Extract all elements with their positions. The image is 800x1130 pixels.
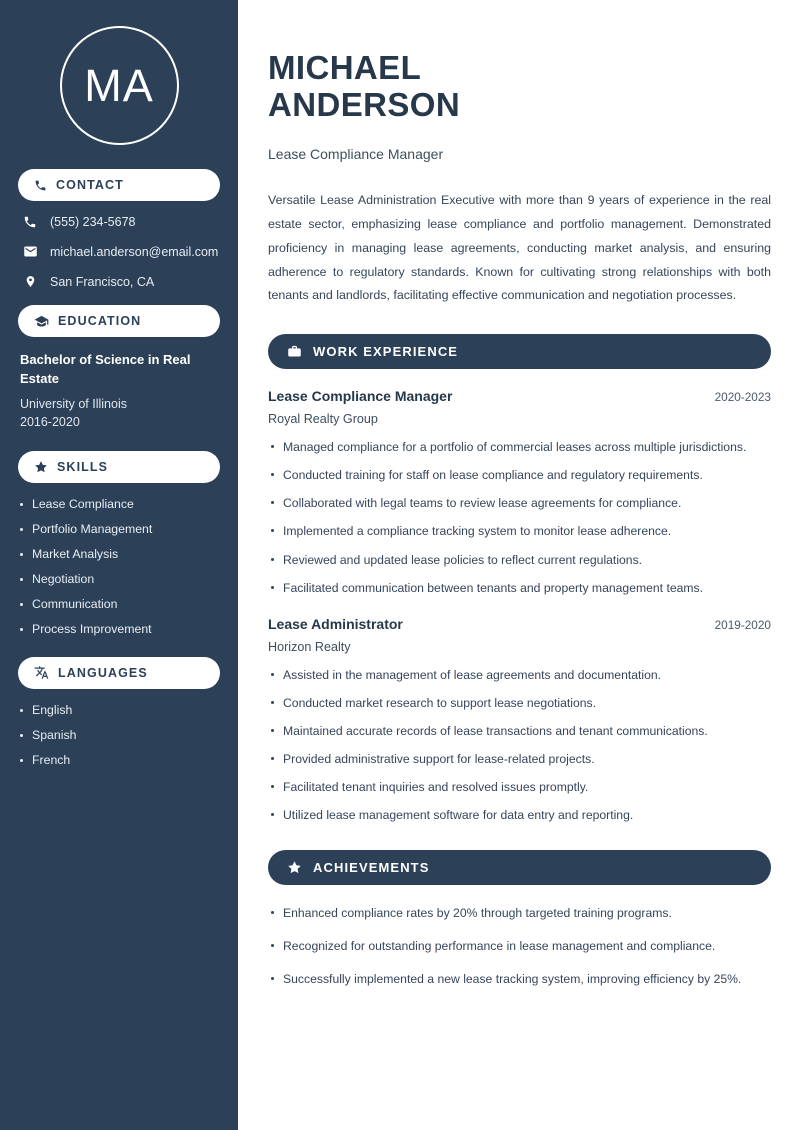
job-bullets [268,667,771,824]
languages-section [18,657,220,767]
languages-heading [18,657,220,689]
list-item: Provided administrative support for lease-related projects. [268,751,771,768]
list-item: Spanish [18,728,220,742]
headline-job-title: Lease Compliance Manager [268,146,444,163]
education-heading-label: EDUCATION [58,314,142,328]
first-name: MICHAEL [268,49,422,87]
phone-icon [22,215,38,229]
languages-heading-label: LANGUAGES [58,665,148,680]
list-item: Managed compliance for a portfolio of commercial leases across multiple jurisdictions. [268,439,771,456]
contact-email-text: michael.anderson@email.com [50,244,219,259]
star-icon [287,860,302,875]
job-header [268,388,771,404]
education-years: 2016-2020 [20,414,80,429]
list-item: Utilized lease management software for data entry and reporting. [268,807,771,824]
avatar-circle [60,26,179,145]
achievements-list [268,905,771,988]
job-bullets [268,439,771,596]
list-item: Portfolio Management [18,522,220,536]
list-item: Collaborated with legal teams to review lease agreements for compliance. [268,495,771,512]
list-item: Enhanced compliance rates by 20% through targeted training programs. [268,905,771,922]
list-item: Communication [18,597,220,611]
list-item: Conducted training for staff on lease compliance and regulatory requirements. [268,467,771,484]
education-heading [18,305,220,337]
graduation-cap-icon [34,314,49,329]
professional-summary: Versatile Lease Administration Executive with more than 9 years of experience in the real estate sector, emphasizing lease compliance and portfolio management. Demonstrated proficiency in managing lease agreements, conducting market analysis, and ensuring adherence to regulatory standards. Known for cultivating strong relationships with both tenants and landlords, facilitating effective communication and negotiation processes. [268,193,771,303]
list-item: Negotiation [18,572,220,586]
list-item: Implemented a compliance tracking system to monitor lease adherence. [268,523,771,540]
list-item: Successfully implemented a new lease tracking system, improving efficiency by 25%. [268,971,771,988]
contact-phone[interactable] [18,215,220,229]
job-role: Lease Compliance Manager [268,388,453,405]
last-name: ANDERSON [268,86,461,124]
contact-email[interactable] [18,244,220,259]
achievements-heading [268,850,771,885]
list-item: Facilitated tenant inquiries and resolved issues promptly. [268,779,771,796]
list-item: Process Improvement [18,622,220,636]
languages-list [18,703,220,767]
job-company: Horizon Realty [268,639,351,654]
list-item: Maintained accurate records of lease transactions and tenant communications. [268,723,771,740]
education-school: University of Illinois [20,396,127,411]
skills-list [18,497,220,636]
list-item: Reviewed and updated lease policies to reflect current regulations. [268,552,771,569]
education-degree: Bachelor of Science in Real Estate [20,352,191,386]
sidebar [0,0,238,1130]
briefcase-icon [287,344,302,359]
contact-section [18,169,220,289]
contact-heading [18,169,220,201]
list-item: French [18,753,220,767]
avatar-initials: MA [84,59,154,111]
list-item: Facilitated communication between tenants and property management teams. [268,580,771,597]
skills-heading-label: SKILLS [57,459,109,474]
list-item: Lease Compliance [18,497,220,511]
skills-heading [18,451,220,483]
education-entry [18,351,220,429]
phone-icon [34,179,47,192]
list-item: Recognized for outstanding performance in lease management and compliance. [268,938,771,955]
skills-section [18,451,220,636]
contact-location[interactable] [18,274,220,289]
work-experience-heading-label: WORK EXPERIENCE [313,344,459,360]
list-item: Market Analysis [18,547,220,561]
job-role: Lease Administrator [268,615,403,632]
job-dates: 2020-2023 [714,390,771,405]
education-section [18,305,220,429]
contact-list [18,215,220,289]
envelope-icon [22,244,38,259]
contact-phone-text: (555) 234-5678 [50,215,136,229]
job-header [268,616,771,632]
page-title [268,50,771,124]
work-experience-heading [268,334,771,369]
contact-heading-label: CONTACT [56,178,124,192]
avatar [18,26,220,145]
list-item: Assisted in the management of lease agreements and documentation. [268,667,771,684]
job-dates: 2019-2020 [714,617,771,632]
job-entry [268,616,771,824]
list-item: Conducted market research to support lease negotiations. [268,695,771,712]
achievements-heading-label: ACHIEVEMENTS [313,860,430,876]
job-company: Royal Realty Group [268,412,378,427]
location-pin-icon [22,274,38,289]
contact-location-text: San Francisco, CA [50,274,155,289]
job-entry [268,388,771,596]
star-icon [34,460,48,474]
translate-icon [34,665,49,680]
list-item: English [18,703,220,717]
main-content [238,0,800,1130]
